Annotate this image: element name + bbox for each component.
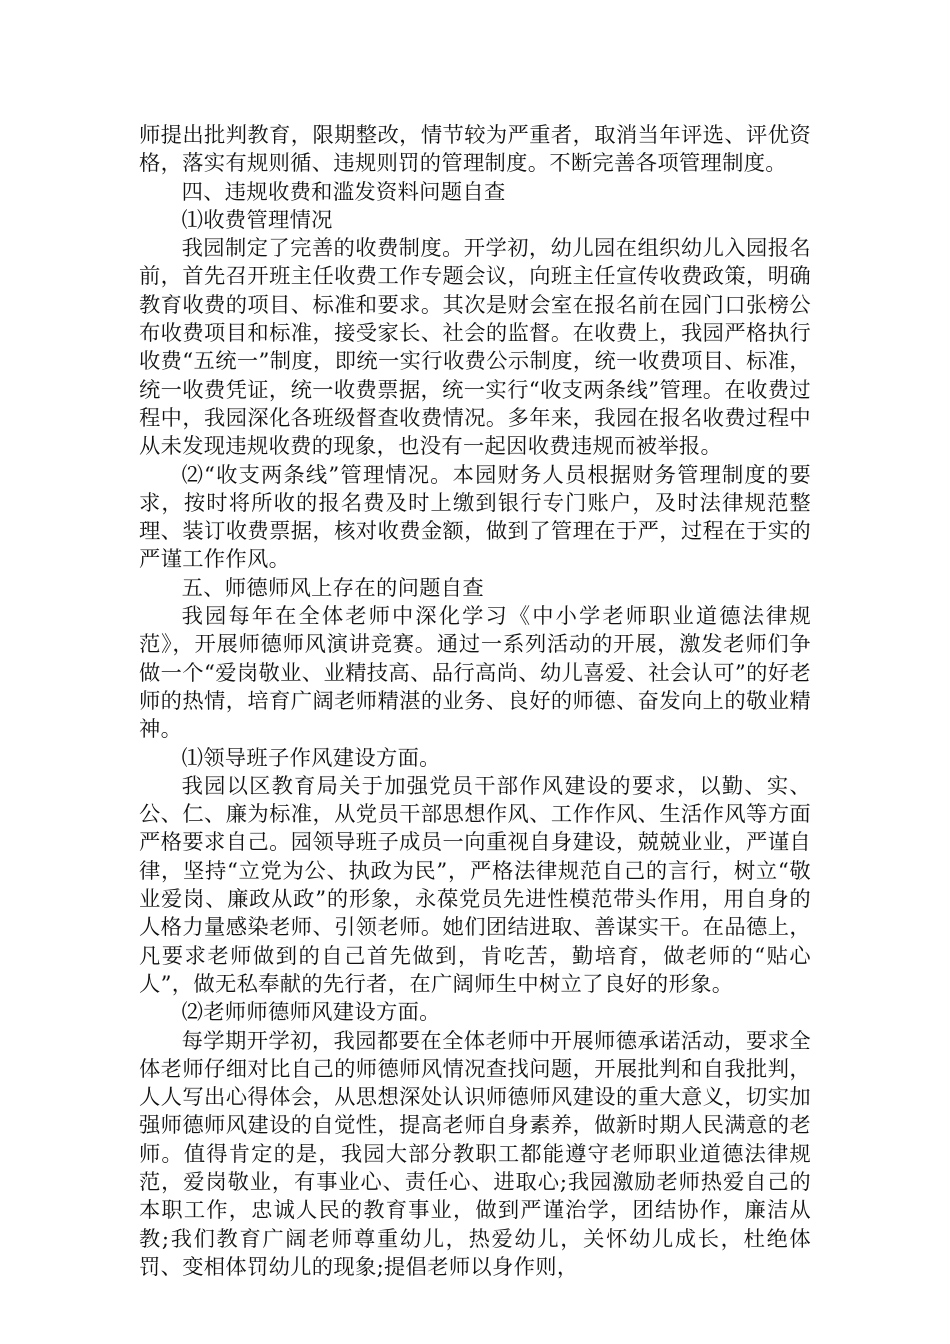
paragraph: 我园以区教育局关于加强党员干部作风建设的要求，以勤、实、公、仁、廉为标准，从党员干部思想作风、工作作风、生活作风等方面严格要求自己。园领导班子成员一向重视自身建设，兢兢业业，严谨自律，坚持“立党为公、执政为民”，严格法律规范自己的言行，树立“敬业爱岗、廉政从政”的形象，永葆党员先进性模范带头作用，用自身的人格力量感染老师、引领老师。她们团结进取、善谋实干。在品德上，凡要求老师做到的自己首先做到，肯吃苦，勤培育，做老师的“贴心人”，做无私奉献的先行者，在广阔师生中树立了良好的形象。 (139, 773, 811, 997)
document-body (139, 122, 811, 1282)
subsection-heading: ⑴收费管理情况 (181, 207, 333, 233)
subsection-heading: ⑴领导班子作风建设方面。 (181, 745, 441, 771)
subsection-heading: ⑵老师师德师风建设方面。 (181, 1000, 441, 1026)
paragraph: 每学期开学初，我园都要在全体老师中开展师德承诺活动，要求全体老师仔细对比自己的师德师风情况查找问题，开展批判和自我批判，人人写出心得体会，从思想深处认识师德师风建设的重大意义，切实加强师德师风建设的自觉性，提高老师自身素养，做新时期人民满意的老师。值得肯定的是，我园大部分教职工都能遵守老师职业道德法律规范，爱岗敬业，有事业心、责任心、进取心;我园激励老师热爱自己的本职工作，忠诚人民的教育事业，做到严谨治学，团结协作，廉洁从教;我们教育广阔老师尊重幼儿，热爱幼儿，关怀幼儿成长，杜绝体罚、变相体罚幼儿的现象;提倡老师以身作则， (139, 1028, 811, 1280)
paragraph: 我园制定了完善的收费制度。开学初，幼儿园在组织幼儿入园报名前，首先召开班主任收费工作专题会议，向班主任宣传收费政策，明确教育收费的项目、标准和要求。其次是财会室在报名前在园门口张榜公布收费项目和标准，接受家长、社会的监督。在收费上，我园严格执行收费“五统一”制度，即统一实行收费公示制度，统一收费项目、标准，统一收费凭证，统一收费票据，统一实行“收支两条线”管理。在收费过程中，我园深化各班级督查收费情况。多年来，我园在报名收费过程中从未发现违规收费的现象，也没有一起因收费违规而被举报。 (139, 236, 811, 460)
section-heading: 五、师德师风上存在的问题自查 (181, 575, 484, 601)
paragraph: ⑵“收支两条线”管理情况。本园财务人员根据财务管理制度的要求，按时将所收的报名费及时上缴到银行专门账户，及时法律规范整理、装订收费票据，核对收费金额，做到了管理在于严，过程在于实的严谨工作作风。 (139, 462, 811, 573)
section-heading: 四、违规收费和滥发资料问题自查 (181, 179, 506, 205)
paragraph: 师提出批判教育，限期整改，情节较为严重者，取消当年评选、评优资格，落实有规则循、违规则罚的管理制度。不断完善各项管理制度。 (139, 123, 811, 177)
paragraph: 我园每年在全体老师中深化学习《中小学老师职业道德法律规范》，开展师德师风演讲竞赛。通过一系列活动的开展，激发老师们争做一个“爱岗敬业、业精技高、品行高尚、幼儿喜爱、社会认可”的好老师的热情，培育广阔老师精湛的业务、良好的师德、奋发向上的敬业精神。 (139, 604, 811, 743)
